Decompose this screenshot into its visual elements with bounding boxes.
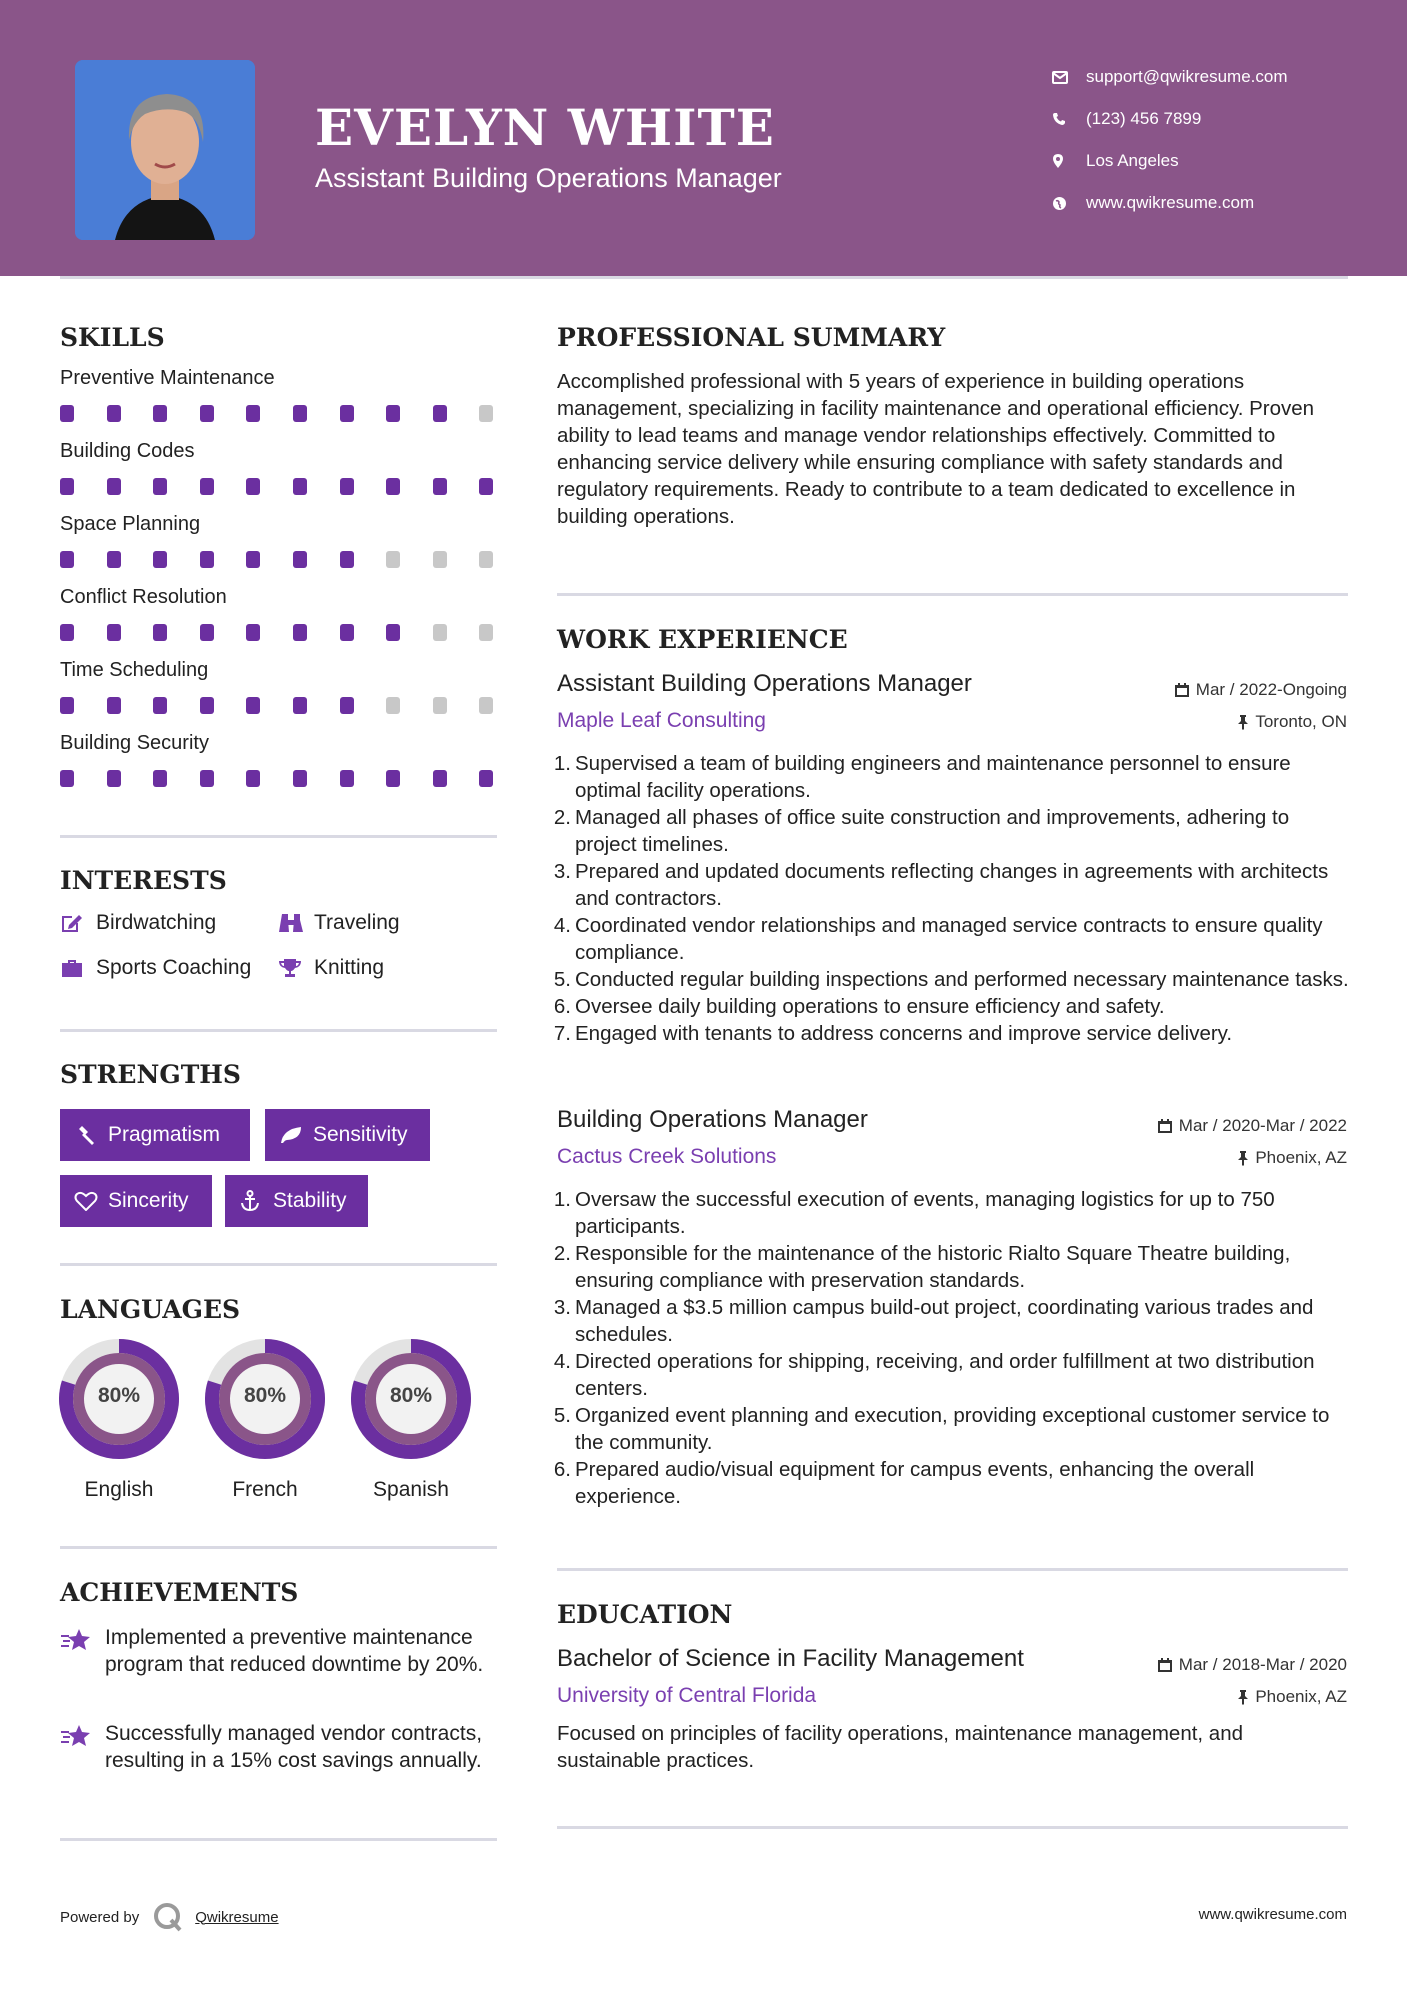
skill-rating bbox=[60, 478, 500, 498]
contact-website-text: www.qwikresume.com bbox=[1086, 193, 1255, 212]
calendar-icon bbox=[1157, 1657, 1173, 1673]
rating-dot-filled bbox=[340, 478, 354, 495]
job-bullets bbox=[553, 1186, 1349, 1510]
rating-dot-empty bbox=[386, 697, 400, 714]
list-item: 4. Coordinated vendor relationships and managed service contracts to ensure quality compliance. bbox=[553, 914, 1323, 964]
rating-dot-filled bbox=[479, 478, 493, 495]
language-percent: 80% bbox=[243, 1384, 287, 1407]
skill-name: Space Planning bbox=[60, 513, 201, 535]
powered-by-text: Powered by bbox=[60, 1908, 140, 1926]
contact-email-text: support@qwikresume.com bbox=[1086, 67, 1288, 86]
list-item: 6. Prepared audio/visual equipment for campus events, enhancing the overall experience. bbox=[553, 1458, 1255, 1508]
rating-dot-filled bbox=[340, 405, 354, 422]
strength-label: Sensitivity bbox=[313, 1123, 408, 1146]
profile-photo bbox=[75, 60, 255, 240]
interest-item bbox=[278, 911, 400, 935]
degree-title: Bachelor of Science in Facility Management bbox=[557, 1645, 1024, 1672]
section-divider bbox=[60, 1546, 497, 1549]
rating-dot-filled bbox=[153, 405, 167, 422]
pushpin-icon bbox=[1237, 1689, 1249, 1705]
footer-branding bbox=[60, 1900, 279, 1934]
strength-tag bbox=[225, 1175, 368, 1227]
rating-dot-filled bbox=[340, 624, 354, 641]
calendar-icon bbox=[1174, 682, 1190, 698]
skill-item bbox=[60, 586, 500, 644]
strength-tag bbox=[265, 1109, 430, 1161]
achievement-item bbox=[60, 1624, 500, 1678]
rating-dot-filled bbox=[60, 697, 74, 714]
rating-dot-filled bbox=[433, 770, 447, 787]
rating-dot-filled bbox=[293, 551, 307, 568]
contact-list bbox=[1050, 56, 1390, 224]
skill-name: Building Security bbox=[60, 732, 209, 754]
summary-heading: PROFESSIONAL SUMMARY bbox=[557, 323, 946, 352]
footer-url[interactable]: www.qwikresume.com bbox=[1198, 1906, 1347, 1923]
skills-heading: SKILLS bbox=[60, 323, 165, 352]
rating-dot-filled bbox=[153, 551, 167, 568]
rating-dot-empty bbox=[433, 624, 447, 641]
rating-dot-filled bbox=[340, 551, 354, 568]
edit-icon bbox=[60, 912, 96, 934]
job-bullets bbox=[553, 750, 1349, 1047]
rating-dot-filled bbox=[200, 551, 214, 568]
rating-dot-filled bbox=[386, 478, 400, 495]
skill-rating bbox=[60, 551, 500, 571]
rating-dot-filled bbox=[246, 478, 260, 495]
section-divider bbox=[60, 835, 497, 838]
education-heading: EDUCATION bbox=[557, 1600, 733, 1629]
company-name: Cactus Creek Solutions bbox=[557, 1145, 777, 1168]
skill-name: Preventive Maintenance bbox=[60, 367, 275, 389]
rating-dot-filled bbox=[246, 770, 260, 787]
qwikresume-logo-icon bbox=[151, 1900, 185, 1934]
rating-dot-filled bbox=[60, 770, 74, 787]
rating-dot-filled bbox=[386, 405, 400, 422]
briefcase-icon bbox=[60, 957, 96, 979]
interest-item bbox=[60, 956, 251, 980]
achievement-text: Successfully managed vendor contracts, resulting in a 15% cost savings annually. bbox=[105, 1722, 483, 1772]
job-title: Assistant Building Operations Manager bbox=[557, 670, 972, 697]
envelope-icon bbox=[1050, 71, 1086, 84]
section-divider bbox=[60, 1029, 497, 1032]
rating-dot-filled bbox=[246, 551, 260, 568]
leaf-icon bbox=[279, 1125, 313, 1145]
language-name: Spanish bbox=[373, 1478, 449, 1501]
list-item: 2. Managed all phases of office suite construction and improvements, adhering to project timelines. bbox=[553, 806, 1290, 856]
list-item: 5. Conducted regular building inspections and performed necessary maintenance tasks. bbox=[553, 968, 1349, 991]
rating-dot-filled bbox=[107, 551, 121, 568]
skill-item bbox=[60, 440, 500, 498]
rating-dot-filled bbox=[60, 405, 74, 422]
skill-rating bbox=[60, 405, 500, 425]
job-title: Building Operations Manager bbox=[557, 1106, 868, 1133]
language-name: French bbox=[232, 1478, 298, 1501]
job-location-text: Phoenix, AZ bbox=[1255, 1148, 1347, 1167]
rating-dot-filled bbox=[386, 770, 400, 787]
education-dates bbox=[1157, 1655, 1347, 1675]
rating-dot-filled bbox=[293, 697, 307, 714]
rating-dot-filled bbox=[293, 478, 307, 495]
strengths-heading: STRENGTHS bbox=[60, 1060, 241, 1089]
rating-dot-filled bbox=[433, 405, 447, 422]
rating-dot-filled bbox=[60, 551, 74, 568]
rating-dot-filled bbox=[340, 697, 354, 714]
rating-dot-empty bbox=[479, 624, 493, 641]
education-dates-text: Mar / 2018-Mar / 2020 bbox=[1178, 1655, 1347, 1674]
job-dates bbox=[1174, 680, 1347, 700]
rating-dot-filled bbox=[60, 624, 74, 641]
rating-dot-filled bbox=[200, 770, 214, 787]
language-item bbox=[54, 1336, 184, 1502]
rating-dot-empty bbox=[479, 551, 493, 568]
pushpin-icon bbox=[1237, 714, 1249, 730]
list-item: 1. Supervised a team of building engineers and maintenance personnel to ensure optimal facility operations. bbox=[553, 752, 1291, 802]
rating-dot-filled bbox=[60, 478, 74, 495]
candidate-name: EVELYN WHITE bbox=[315, 98, 775, 157]
rating-dot-empty bbox=[433, 551, 447, 568]
list-item: 6. Oversee daily building operations to ensure efficiency and safety. bbox=[553, 995, 1165, 1018]
skill-rating bbox=[60, 697, 500, 717]
strength-tag bbox=[60, 1109, 250, 1161]
rating-dot-filled bbox=[153, 697, 167, 714]
rating-dot-filled bbox=[153, 770, 167, 787]
rating-dot-empty bbox=[479, 405, 493, 422]
rating-dot-filled bbox=[200, 478, 214, 495]
rating-dot-filled bbox=[246, 405, 260, 422]
rating-dot-filled bbox=[386, 624, 400, 641]
skill-name: Time Scheduling bbox=[60, 659, 209, 681]
trophy-icon bbox=[278, 957, 314, 979]
anchor-icon bbox=[239, 1190, 273, 1212]
section-divider bbox=[557, 1568, 1348, 1571]
rating-dot-filled bbox=[107, 624, 121, 641]
language-item bbox=[200, 1336, 330, 1502]
binoculars-icon bbox=[278, 912, 314, 934]
skill-item bbox=[60, 732, 500, 790]
company-name: Maple Leaf Consulting bbox=[557, 709, 766, 732]
rating-dot-filled bbox=[200, 697, 214, 714]
rating-dot-empty bbox=[433, 697, 447, 714]
section-divider bbox=[60, 1263, 497, 1266]
rating-dot-filled bbox=[200, 624, 214, 641]
list-item: 1. Oversaw the successful execution of events, managing logistics for up to 750 participants. bbox=[553, 1188, 1275, 1238]
rating-dot-filled bbox=[200, 405, 214, 422]
achievements-heading: ACHIEVEMENTS bbox=[60, 1578, 299, 1607]
skill-item bbox=[60, 367, 500, 425]
experience-heading: WORK EXPERIENCE bbox=[557, 625, 848, 654]
rating-dot-empty bbox=[386, 551, 400, 568]
education-location bbox=[1237, 1687, 1347, 1707]
education-location-text: Phoenix, AZ bbox=[1255, 1687, 1347, 1706]
section-divider bbox=[557, 593, 1348, 596]
rating-dot-filled bbox=[293, 624, 307, 641]
rating-dot-filled bbox=[293, 405, 307, 422]
contact-location-text: Los Angeles bbox=[1086, 151, 1179, 170]
job-dates-text: Mar / 2020-Mar / 2022 bbox=[1178, 1116, 1347, 1135]
rating-dot-filled bbox=[246, 697, 260, 714]
rating-dot-filled bbox=[107, 478, 121, 495]
language-item bbox=[346, 1336, 476, 1502]
language-percent: 80% bbox=[97, 1384, 141, 1407]
pushpin-icon bbox=[1237, 1150, 1249, 1166]
contact-website[interactable] bbox=[1050, 182, 1390, 224]
language-percent: 80% bbox=[389, 1384, 433, 1407]
school-name: University of Central Florida bbox=[557, 1684, 817, 1707]
rating-dot-filled bbox=[107, 405, 121, 422]
skill-item bbox=[60, 659, 500, 717]
contact-phone-text: (123) 456 7899 bbox=[1086, 109, 1202, 128]
skill-name: Conflict Resolution bbox=[60, 586, 227, 608]
list-item: 3. Managed a $3.5 million campus build-out project, coordinating various trades and schedules. bbox=[553, 1296, 1314, 1346]
rating-dot-filled bbox=[153, 478, 167, 495]
list-item: 5. Organized event planning and execution, providing exceptional customer service to the community. bbox=[553, 1404, 1330, 1454]
section-divider bbox=[557, 1826, 1348, 1829]
strength-tag bbox=[60, 1175, 212, 1227]
skill-rating bbox=[60, 624, 500, 644]
rating-dot-empty bbox=[479, 697, 493, 714]
rating-dot-filled bbox=[107, 697, 121, 714]
globe-icon bbox=[1050, 196, 1086, 211]
list-item: 7. Engaged with tenants to address concerns and improve service delivery. bbox=[553, 1022, 1233, 1045]
strength-label: Sincerity bbox=[108, 1189, 189, 1212]
achievement-item bbox=[60, 1720, 500, 1774]
summary-text: Accomplished professional with 5 years of experience in building operations management, specializing in facility maintenance and operational efficiency. Proven ability to lead teams and manage vendor relationships effectively. Committed to enhancing service delivery while ensuring compliance with safety standards and regulatory requirements. Ready to contribute to a team dedicated to excellence in building operations. bbox=[557, 370, 1315, 528]
rating-dot-filled bbox=[479, 770, 493, 787]
list-item: 2. Responsible for the maintenance of the historic Rialto Square Theatre building, ensuring compliance with preservation standards. bbox=[553, 1242, 1291, 1292]
map-pin-icon bbox=[1050, 153, 1086, 169]
calendar-icon bbox=[1157, 1118, 1173, 1134]
interest-item bbox=[278, 956, 384, 980]
header bbox=[0, 0, 1407, 276]
interest-label: Birdwatching bbox=[96, 911, 217, 934]
contact-location bbox=[1050, 140, 1390, 182]
rating-dot-filled bbox=[293, 770, 307, 787]
skill-name: Building Codes bbox=[60, 440, 195, 462]
languages-heading: LANGUAGES bbox=[60, 1295, 241, 1324]
rating-dot-filled bbox=[433, 478, 447, 495]
interest-item bbox=[60, 911, 216, 935]
job-location bbox=[1237, 712, 1347, 732]
interest-label: Sports Coaching bbox=[96, 956, 252, 979]
job-dates-text: Mar / 2022-Ongoing bbox=[1195, 680, 1347, 699]
qwikresume-link[interactable]: Qwikresume bbox=[195, 1908, 279, 1926]
rating-dot-filled bbox=[107, 770, 121, 787]
skill-rating bbox=[60, 770, 500, 790]
contact-phone[interactable] bbox=[1050, 98, 1390, 140]
section-divider bbox=[60, 1838, 497, 1841]
contact-email[interactable] bbox=[1050, 56, 1390, 98]
interest-label: Traveling bbox=[314, 911, 400, 934]
heart-icon bbox=[74, 1191, 108, 1211]
header-divider bbox=[60, 276, 1348, 279]
rating-dot-filled bbox=[246, 624, 260, 641]
interests-heading: INTERESTS bbox=[60, 866, 227, 895]
skill-item bbox=[60, 513, 500, 571]
candidate-title: Assistant Building Operations Manager bbox=[315, 163, 782, 193]
rating-dot-filled bbox=[340, 770, 354, 787]
interest-label: Knitting bbox=[314, 956, 385, 979]
language-name: English bbox=[84, 1478, 154, 1501]
gavel-icon bbox=[74, 1124, 108, 1146]
list-item: 4. Directed operations for shipping, receiving, and order fulfillment at two distribution centers. bbox=[553, 1350, 1315, 1400]
list-item: 3. Prepared and updated documents reflecting changes in agreements with architects and contractors. bbox=[553, 860, 1329, 910]
job-location-text: Toronto, ON bbox=[1255, 712, 1347, 731]
star-icon bbox=[60, 1624, 105, 1678]
education-text: Focused on principles of facility operations, maintenance management, and sustainable practices. bbox=[557, 1722, 1244, 1772]
strength-label: Stability bbox=[273, 1189, 347, 1212]
job-dates bbox=[1157, 1116, 1347, 1136]
job-location bbox=[1237, 1148, 1347, 1168]
strength-label: Pragmatism bbox=[108, 1123, 221, 1146]
achievement-text: Implemented a preventive maintenance program that reduced downtime by 20%. bbox=[105, 1626, 484, 1676]
star-icon bbox=[60, 1720, 105, 1774]
rating-dot-filled bbox=[153, 624, 167, 641]
phone-icon bbox=[1050, 112, 1086, 126]
